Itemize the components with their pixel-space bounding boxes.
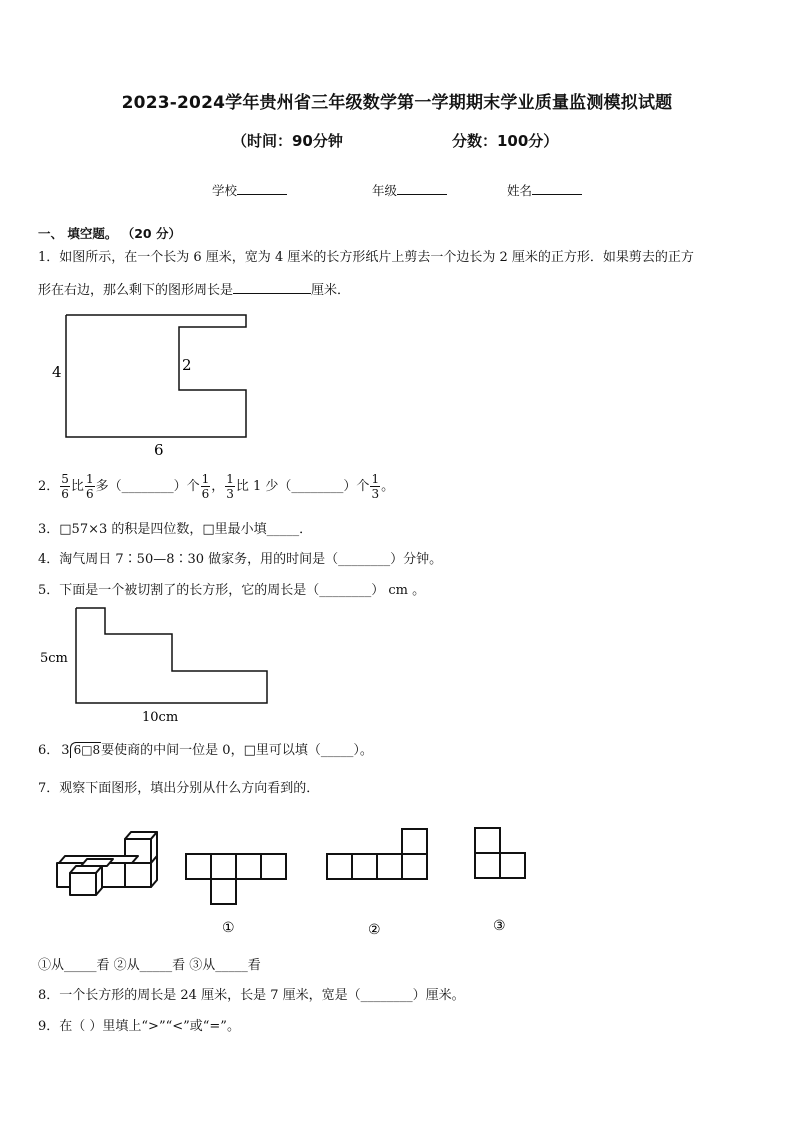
view-3-shape [475, 828, 525, 878]
grade-blank[interactable] [397, 182, 447, 195]
q2: 2． $\frac{5}{6}$ 比 $\frac{1}{6}$ 多（________）个 $\frac{1}{6}$ ， $\frac{1}{3}$ 比 1 少（________）个 $\frac{1}{3}$ 。 [38, 472, 395, 501]
section-heading: 一、 填空题。 （20 分） [38, 226, 181, 241]
q1-label-4: 4 [52, 363, 62, 381]
fraction: $\frac{1}{3}$ [226, 472, 234, 501]
q5: 5．下面是一个被切割了的长方形，它的周长是（________） cm 。 [38, 583, 426, 598]
q5-figure [38, 604, 278, 728]
view-label-3: ③ [493, 918, 506, 934]
grade-label: 年级 [372, 183, 398, 198]
school-label: 学校 [212, 183, 238, 198]
name-label: 姓名 [507, 183, 533, 198]
fraction: $\frac{1}{6}$ [85, 472, 94, 501]
view-1-shape [186, 854, 286, 904]
view-label-1: ① [222, 920, 235, 936]
school-field[interactable] [212, 181, 287, 199]
fraction: $\frac{5}{6}$ [61, 472, 69, 501]
grade-field[interactable] [372, 181, 447, 199]
dividend: 6□8 [70, 742, 102, 758]
fraction: $\frac{1}{3}$ [371, 472, 380, 501]
name-field[interactable] [507, 181, 582, 199]
fraction: $\frac{1}{6}$ [201, 472, 210, 501]
q7: 7．观察下面图形，填出分别从什么方向看到的． [38, 781, 320, 796]
time-limit: （时间：90分钟 [232, 132, 343, 150]
view-2-shape [327, 829, 427, 879]
q9: 9．在（ ）里填上“>”“<”或“=”。 [38, 1019, 240, 1034]
q1-line1: 1．如图所示，在一个长为 6 厘米，宽为 4 厘米的长方形纸片上剪去一个边长为 2 厘米的正方形．如果剪去的正方 [38, 250, 694, 265]
q1-label-2: 2 [182, 356, 192, 374]
q4: 4．淘气周日 7∶50—8∶30 做家务，用的时间是（________）分钟。 [38, 552, 443, 567]
q3: 3．□57×3 的积是四位数，□里最小填_____． [38, 522, 313, 537]
q1-figure [46, 308, 256, 460]
q5-label-10cm: 10cm [142, 710, 179, 725]
school-blank[interactable] [237, 182, 287, 195]
q7-figures [50, 822, 540, 940]
long-division: 3 6□8 [61, 743, 101, 758]
q1-line2: 形在右边，那么剩下的图形周长是 厘米． [38, 279, 350, 301]
q1-answer-blank[interactable] [233, 279, 311, 294]
q6: 6． 3 6□8 要使商的中间一位是 0，□里可以填（_____）。 [38, 741, 373, 761]
q1-label-6: 6 [154, 441, 164, 459]
page-title: 2023-2024学年贵州省三年级数学第一学期期末学业质量监测模拟试题 [121, 93, 673, 113]
total-score: 分数：100分） [452, 132, 559, 150]
q5-label-5cm: 5cm [40, 651, 68, 666]
q7-answer: ①从_____看 ②从_____看 ③从_____看 [38, 958, 261, 973]
view-label-2: ② [368, 922, 381, 938]
cube-solid [57, 832, 157, 895]
name-blank[interactable] [532, 182, 582, 195]
q8: 8．一个长方形的周长是 24 厘米，长是 7 厘米，宽是（________）厘米。 [38, 988, 465, 1003]
